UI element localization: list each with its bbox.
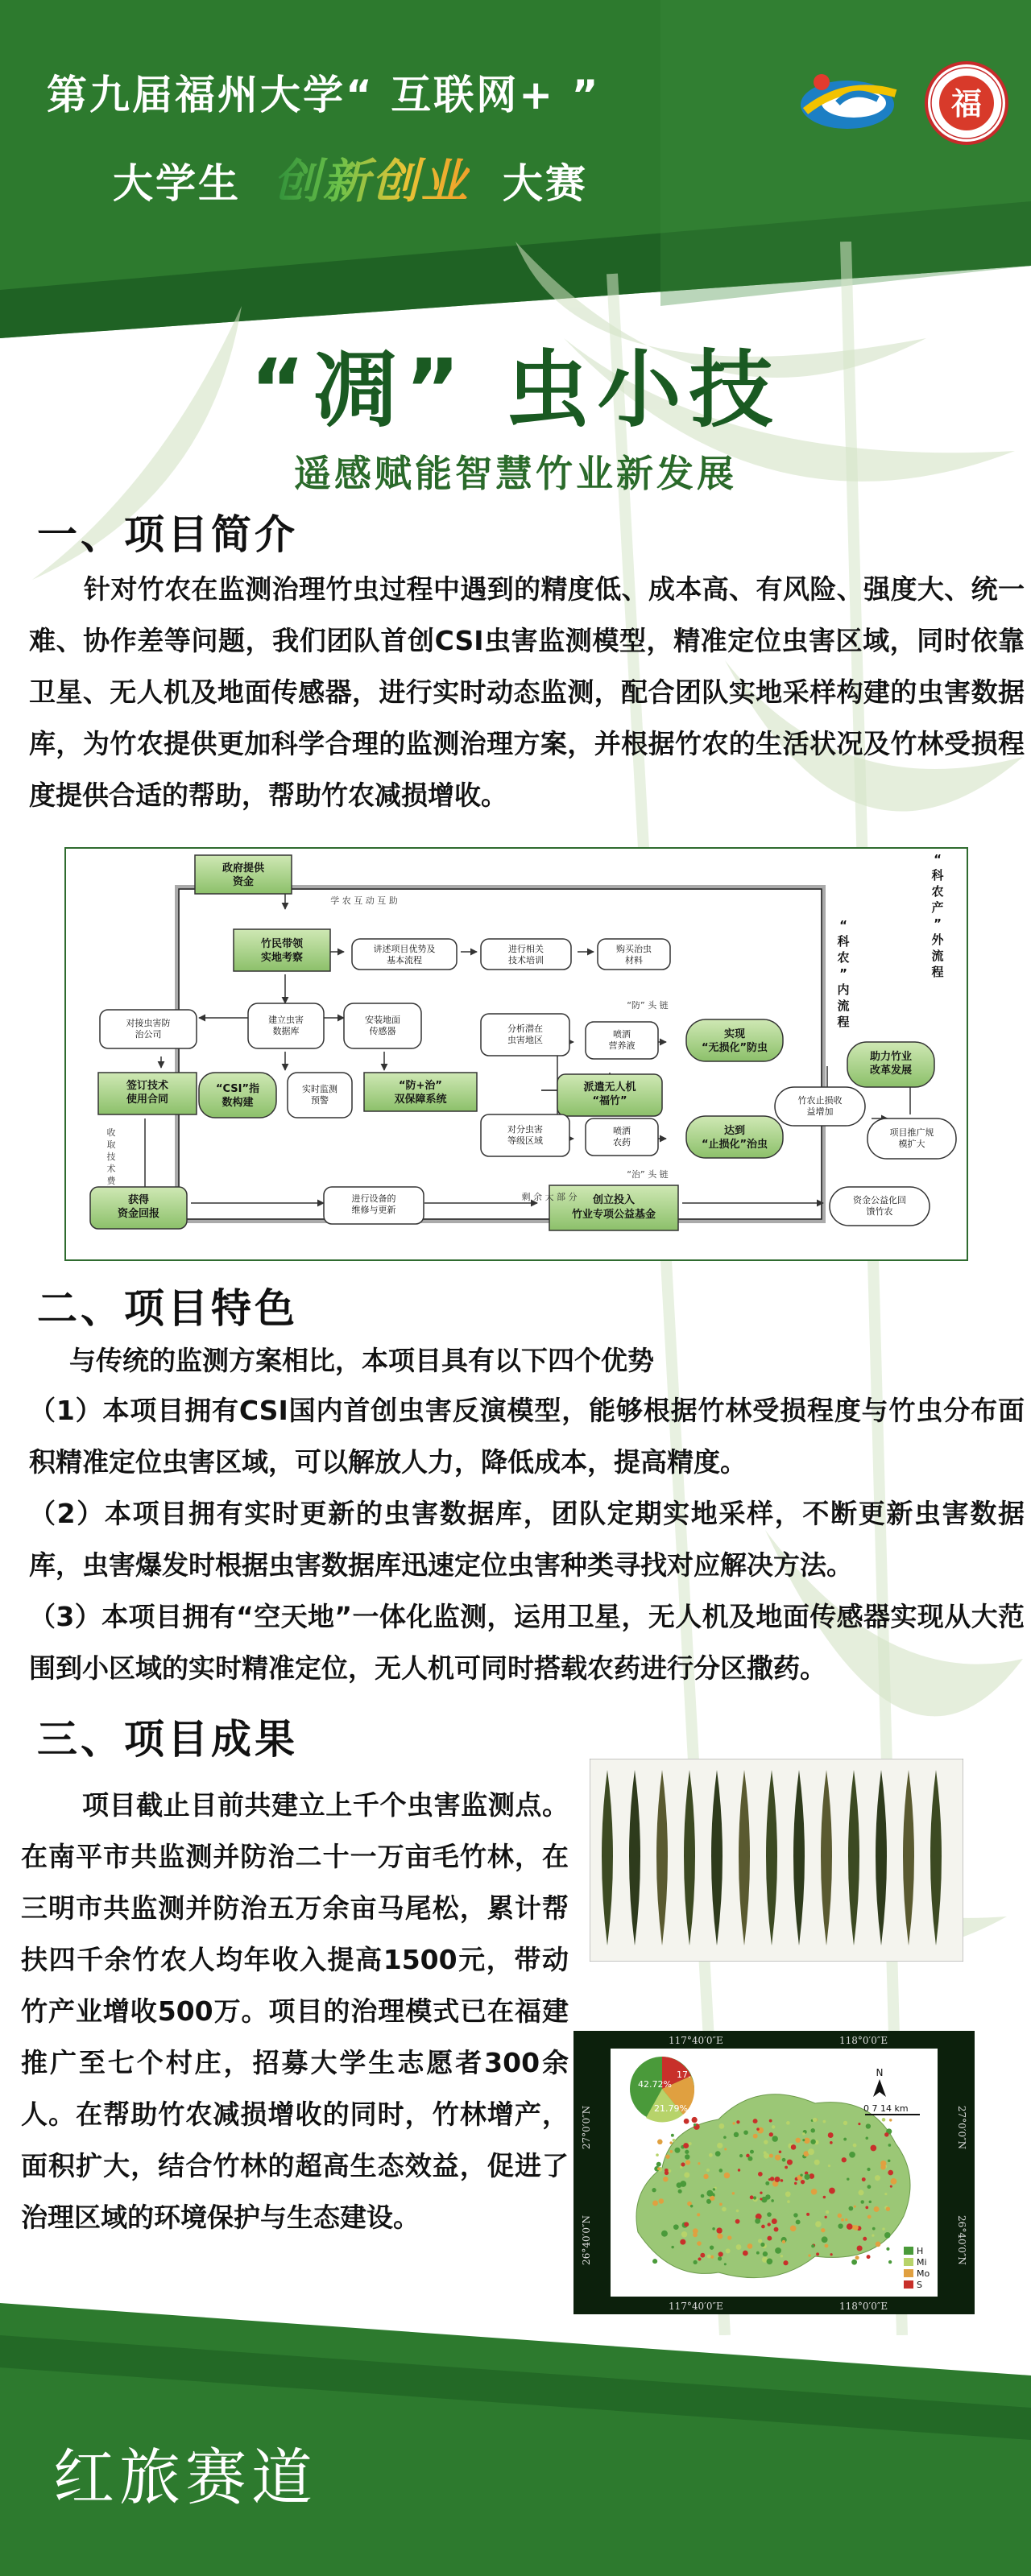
map-pixel xyxy=(717,2143,723,2148)
map-pixel xyxy=(753,2196,756,2199)
map-pixel xyxy=(659,2198,665,2204)
fc-public: 资金公益化回馈竹农 xyxy=(853,1195,906,1217)
map-pixel xyxy=(734,2132,739,2137)
map-pixel xyxy=(791,2144,797,2150)
fc-bamboo-farmer: 竹民带领实地考察 xyxy=(260,938,304,964)
competition-title-line1: 第九届福州大学“ 互联网+ ” xyxy=(47,72,601,118)
map-pixel xyxy=(828,2132,834,2138)
map-pixel xyxy=(688,2142,691,2145)
fc-gov: 政府提供资金 xyxy=(222,862,265,888)
section1-heading: 一、项目简介 xyxy=(37,511,298,558)
fc-divide: 对分虫害等级区域 xyxy=(507,1124,543,1146)
map-pixel xyxy=(889,2119,892,2121)
map-pixel xyxy=(697,2213,700,2216)
map-pixel xyxy=(673,2139,676,2142)
map-pixel xyxy=(804,2174,809,2180)
legend-swatch xyxy=(904,2269,913,2277)
map-pixel xyxy=(888,2170,893,2176)
map-pixel xyxy=(694,2260,698,2264)
map-pixel xyxy=(681,2162,685,2166)
map-pixel xyxy=(865,2136,868,2140)
map-pixel xyxy=(774,2177,780,2182)
map-pixel xyxy=(724,2148,727,2150)
map-pixel xyxy=(761,2225,765,2229)
fc-drone: 派遣无人机“福竹” xyxy=(583,1081,636,1107)
map-pixel xyxy=(847,2177,849,2180)
map-pixel xyxy=(806,2213,809,2216)
map-pixel xyxy=(698,2257,701,2260)
map-pixel xyxy=(677,2182,682,2188)
map-pixel xyxy=(782,2240,785,2243)
map-pixel xyxy=(738,2169,740,2171)
map-pixel xyxy=(719,2169,723,2173)
map-pixel xyxy=(709,2153,713,2157)
legend-label: Mo xyxy=(917,2268,930,2279)
map-pixel xyxy=(767,2236,772,2241)
project-flowchart xyxy=(64,847,968,1261)
map-pixel xyxy=(706,2169,710,2172)
map-pixel xyxy=(800,2173,802,2176)
map-pixel xyxy=(796,2219,801,2224)
map-pixel xyxy=(697,2241,702,2246)
map-pixel xyxy=(774,2227,779,2232)
map-pixel xyxy=(770,2177,774,2181)
legend-label: Mi xyxy=(917,2257,927,2268)
map-pixel xyxy=(884,2193,887,2195)
monitoring-map xyxy=(573,2031,975,2314)
map-pixel xyxy=(810,2140,815,2144)
map-pixel xyxy=(674,2148,680,2153)
map-pixel xyxy=(845,2218,847,2221)
fc-db: 建立虫害数据库 xyxy=(268,1015,304,1036)
map-pixel xyxy=(771,2199,774,2202)
map-pixel xyxy=(808,2254,810,2256)
section2-heading: 二、项目特色 xyxy=(37,1285,298,1332)
map-scale: 0 7 14 km xyxy=(863,2103,909,2114)
map-pixel xyxy=(684,2119,689,2124)
map-pixel xyxy=(888,2144,892,2147)
map-pixel xyxy=(652,2188,656,2192)
map-pixel xyxy=(665,2169,669,2173)
map-pixel xyxy=(867,2185,871,2189)
map-pixel xyxy=(875,2175,880,2181)
map-pixel xyxy=(828,2165,830,2167)
fc-zhi-chain: “治” 头 链 xyxy=(627,1169,669,1180)
map-pixel xyxy=(717,2233,723,2239)
map-pixel xyxy=(716,2227,722,2233)
map-pixel xyxy=(723,2136,727,2139)
map-pixel xyxy=(851,2260,857,2265)
fc-get-fund: 获得资金回报 xyxy=(117,1194,160,1220)
map-pixel xyxy=(815,2221,822,2227)
map-pixel xyxy=(743,2130,748,2135)
fc-harmless: 实现“无损化”防虫 xyxy=(701,1028,768,1054)
project-title: “凋” 虫小技 xyxy=(250,341,781,439)
map-pixel xyxy=(842,2157,847,2162)
map-pixel xyxy=(713,2188,715,2190)
map-pixel xyxy=(882,2118,886,2122)
fc-training: 进行相关技术培训 xyxy=(508,944,544,965)
map-pixel xyxy=(891,2178,897,2185)
map-pixel xyxy=(857,2245,863,2251)
map-pixel xyxy=(700,2253,705,2258)
map-pixel xyxy=(811,2244,814,2247)
map-pixel xyxy=(884,2232,891,2239)
fc-system: “防+治”双保障系统 xyxy=(394,1080,447,1106)
svg-text:福: 福 xyxy=(950,85,983,122)
map-pixel xyxy=(772,2125,775,2128)
map-pixel xyxy=(694,2123,696,2126)
map-pixel xyxy=(768,2222,771,2226)
map-pixel xyxy=(671,2134,674,2137)
map-pixel xyxy=(843,2138,847,2141)
feature-item-1: （1）本项目拥有CSI国内首创虫害反演模型，能够根据竹林受损程度与竹虫分布面积精准定位虫害区域，可以解放人力，降低成本，提高精度。 xyxy=(29,1395,1025,1478)
map-pixel xyxy=(657,2140,663,2145)
map-pixel xyxy=(665,2154,669,2158)
map-pixel xyxy=(780,2255,783,2257)
map-pixel xyxy=(838,2223,843,2228)
map-pixel xyxy=(765,2194,770,2199)
map-pixel xyxy=(727,2235,731,2239)
map-pixel xyxy=(876,2242,881,2247)
map-pixel xyxy=(701,2194,705,2198)
map-pixel xyxy=(718,2251,723,2256)
map-pixel xyxy=(849,2152,855,2158)
map-pixel xyxy=(712,2227,715,2231)
map-pixel xyxy=(684,2173,689,2178)
map-pixel xyxy=(811,2189,818,2195)
feature-item-3: （3）本项目拥有“空天地”一体化监测，运用卫星，无人机及地面传感器实现从大范围到小区域的实时精准定位，无人机可同时搭载农药进行分区撒药。 xyxy=(29,1601,1025,1684)
map-lon-bottom-left: 117°40′0″E xyxy=(669,2301,723,2312)
map-pixel xyxy=(656,2162,661,2167)
line2-right: 大赛 xyxy=(502,160,588,207)
pie-label-1: 42.72% xyxy=(638,2079,672,2090)
map-pixel xyxy=(684,2222,689,2227)
map-pixel xyxy=(756,2127,760,2131)
map-pixel xyxy=(890,2185,892,2188)
map-pixel xyxy=(858,2189,863,2195)
map-pixel xyxy=(710,2256,714,2259)
map-pixel xyxy=(719,2203,723,2206)
map-pixel xyxy=(685,2154,689,2159)
fc-inner-title: 学 农 互 动 互 助 xyxy=(330,895,398,906)
map-lon-top-left: 117°40′0″E xyxy=(669,2035,723,2046)
fc-promote: 项目推广规模扩大 xyxy=(889,1127,934,1149)
map-pixel xyxy=(866,2123,871,2128)
map-pixel xyxy=(888,2160,891,2163)
map-pixel xyxy=(869,2201,872,2203)
map-lon-bottom-right: 118°0′0″E xyxy=(839,2301,888,2312)
map-pixel xyxy=(838,2214,842,2218)
map-pixel xyxy=(780,2179,784,2182)
map-pixel xyxy=(673,2224,679,2230)
map-pixel xyxy=(683,2143,689,2148)
map-pixel xyxy=(886,2206,890,2210)
fc-maintain: 进行设备的维修与更新 xyxy=(351,1193,396,1215)
map-pixel xyxy=(775,2155,780,2160)
map-pixel xyxy=(886,2247,889,2251)
feature-item-2: （2）本项目拥有实时更新的虫害数据库，团队定期实地采样，不断更新虫害数据库，虫害爆发时根据虫害数据库迅速定位虫害种类寻找对应解决方法。 xyxy=(29,1498,1025,1581)
map-pixel xyxy=(785,2166,788,2169)
fc-sensor: 安装地面传感器 xyxy=(365,1015,400,1036)
map-pixel xyxy=(814,2160,820,2165)
map-pixel xyxy=(758,2172,763,2177)
map-pixel xyxy=(760,2191,762,2194)
map-pixel xyxy=(669,2150,673,2153)
map-pixel xyxy=(782,2158,786,2162)
map-pixel xyxy=(786,2121,790,2125)
map-pixel xyxy=(753,2134,758,2139)
competition-title-line2 xyxy=(113,143,588,211)
legend-swatch xyxy=(904,2280,913,2289)
fc-outer-flow: “科农产”外流程 xyxy=(931,852,944,979)
map-pixel xyxy=(698,2162,700,2165)
map-pixel xyxy=(656,2153,659,2156)
fc-help: 助力竹业改革发展 xyxy=(869,1051,913,1077)
fc-realtime: 实时监测预警 xyxy=(302,1084,337,1106)
map-pixel xyxy=(706,2190,713,2197)
map-pixel xyxy=(829,2188,835,2194)
fc-stop: 达到“止损化”治虫 xyxy=(701,1125,768,1151)
fc-spray-nutri: 喷洒营养液 xyxy=(608,1029,636,1051)
map-pixel xyxy=(775,2247,781,2254)
map-pixel xyxy=(733,2122,735,2124)
pie-label-2: 17.69% xyxy=(677,2069,710,2080)
flowchart-svg xyxy=(66,849,967,1259)
map-pixel xyxy=(825,2244,829,2248)
map-pixel xyxy=(763,2251,768,2256)
map-pixel xyxy=(872,2227,876,2231)
map-pixel xyxy=(769,2119,772,2123)
map-pixel xyxy=(735,2219,740,2224)
map-pixel xyxy=(732,2192,735,2194)
map-pixel xyxy=(853,2225,858,2230)
fc-inner-flow: “科农”内流程 xyxy=(837,918,850,1029)
innovation-slogan: 创新创业 xyxy=(273,154,470,209)
map-pixel xyxy=(760,2243,764,2247)
map-pixel xyxy=(715,2151,721,2156)
map-pixel xyxy=(821,2228,825,2232)
map-pixel xyxy=(802,2132,805,2135)
legend-swatch xyxy=(904,2258,913,2266)
map-pixel xyxy=(681,2231,687,2237)
internet-plus-logo xyxy=(797,63,902,135)
map-pixel xyxy=(787,2200,790,2203)
map-pixel xyxy=(830,2253,833,2256)
map-pixel xyxy=(808,2148,814,2155)
map-pixel xyxy=(718,2256,722,2260)
map-pixel xyxy=(802,2139,805,2141)
fc-buy: 购买治虫材料 xyxy=(616,944,652,965)
map-pixel xyxy=(736,2244,742,2250)
map-pixel xyxy=(663,2177,668,2181)
map-pixel xyxy=(848,2206,853,2211)
map-pixel xyxy=(853,2144,857,2148)
map-pixel xyxy=(825,2216,827,2218)
map-pixel xyxy=(718,2123,724,2129)
fuzhou-university-seal-logo xyxy=(925,61,1008,145)
map-lat-top: 27°0′0″N xyxy=(581,2105,592,2150)
pie-label-3: 21.79% xyxy=(654,2103,688,2114)
map-pixel xyxy=(863,2237,867,2241)
fc-loss-stop: 竹农止损收益增加 xyxy=(797,1095,843,1117)
project-subtitle: 遥感赋能智慧竹业新发展 xyxy=(294,452,737,495)
map-pixel xyxy=(671,2246,673,2248)
section2-intro: 与传统的监测方案相比，本项目具有以下四个优势 xyxy=(69,1345,654,1376)
map-pixel xyxy=(841,2218,844,2222)
track-title: 红旅赛道 xyxy=(53,2442,317,2513)
map-pixel xyxy=(758,2239,762,2243)
map-pixel xyxy=(826,2210,829,2214)
map-pixel xyxy=(790,2226,797,2232)
map-pixel xyxy=(872,2234,874,2236)
map-pixel xyxy=(678,2189,682,2194)
fc-found: 创立投入竹业专项公益基金 xyxy=(571,1194,656,1221)
fc-surplus: 剩 余 大 部 分 xyxy=(521,1192,578,1202)
map-lon-top-right: 118°0′0″E xyxy=(839,2035,888,2046)
map-pixel xyxy=(764,2151,767,2154)
map-pixel xyxy=(710,2245,714,2249)
legend-label: S xyxy=(917,2280,922,2290)
legend-label: H xyxy=(917,2246,924,2256)
map-pixel xyxy=(693,2228,698,2234)
north-label: N xyxy=(876,2067,884,2078)
fc-csi: “CSI”指数构建 xyxy=(215,1083,260,1109)
map-pixel xyxy=(722,2207,727,2212)
map-pixel xyxy=(685,2150,689,2154)
map-pixel xyxy=(747,2243,753,2249)
map-pixel xyxy=(739,2154,743,2157)
map-pixel xyxy=(765,2181,769,2185)
map-pixel xyxy=(764,2140,768,2144)
map-pixel xyxy=(870,2145,876,2152)
map-pixel xyxy=(793,2213,797,2217)
line2-left: 大学生 xyxy=(113,160,241,207)
map-pixel xyxy=(755,2218,760,2224)
map-pixel xyxy=(750,2195,754,2199)
legend-swatch xyxy=(904,2247,913,2255)
map-pixel xyxy=(707,2255,711,2259)
map-pixel xyxy=(813,2118,817,2122)
map-pixel xyxy=(769,2132,773,2136)
map-pixel xyxy=(855,2256,859,2260)
map-pixel xyxy=(874,2206,880,2212)
map-pixel xyxy=(787,2160,793,2165)
map-pixel xyxy=(888,2260,892,2264)
map-pixel xyxy=(736,2120,739,2123)
map-pixel xyxy=(865,2206,868,2210)
map-pixel xyxy=(657,2167,660,2170)
fc-explain: 讲述项目优势及基本流程 xyxy=(373,944,436,965)
map-pixel xyxy=(767,2212,772,2217)
map-pixel xyxy=(847,2223,853,2230)
map-pixel xyxy=(843,2121,847,2125)
map-pixel xyxy=(652,2201,658,2206)
map-pixel xyxy=(767,2258,773,2264)
map-pixel xyxy=(823,2120,826,2123)
map-pixel xyxy=(794,2182,797,2185)
map-pixel xyxy=(652,2259,657,2264)
fc-fee: 收取技术费 xyxy=(106,1127,116,1186)
section1-text: 针对竹农在监测治理竹虫过程中遇到的精度低、成本高、有风险、强度大、统一难、协作差等问题，我们团队首创CSI虫害监测模型，精准定位虫害区域，同时依靠卫星、无人机及地面传感器，进行实时动态监测，配合团队实地采样构建的虫害数据库，为竹农提供更加科学合理的监测治理方案，并根据竹农的生活状况及竹林受损程度提供合适的帮助，帮助竹农减损增收。 xyxy=(29,573,1025,811)
map-pixel xyxy=(661,2231,668,2237)
map-pixel xyxy=(862,2177,866,2181)
fc-fang-chain: “防” 头 链 xyxy=(627,1000,669,1011)
map-pixel xyxy=(772,2218,777,2224)
map-pixel xyxy=(669,2141,672,2144)
map-pixel xyxy=(685,2160,690,2165)
fc-spray-pesticide: 喷洒农药 xyxy=(613,1126,631,1147)
bamboo-leaves-photo xyxy=(590,1759,963,1962)
map-pixel xyxy=(858,2123,860,2125)
map-pixel xyxy=(703,2174,708,2179)
map-pixel xyxy=(743,2251,748,2256)
map-pixel xyxy=(680,2239,685,2245)
map-pixel xyxy=(801,2180,805,2184)
map-pixel xyxy=(779,2150,782,2153)
map-pixel xyxy=(795,2138,800,2143)
map-pixel xyxy=(690,2205,694,2208)
fc-contact: 对接虫害防治公司 xyxy=(126,1018,171,1040)
section3-text: 项目截止目前共建立上千个虫害监测点。在南平市共监测并防治二十一万亩毛竹林，在三明市共监测并防治五万余亩马尾松，累计帮扶四千余竹农人均年收入提高1500元，带动竹产业增收500万。项目的治理模式已在福建推广至七个村庄，招募大学生志愿者300余人。在帮助竹农减损增收的同时，竹林增产，面积扩大，结合竹林的超高生态效益，促进了治理区域的环境保护与生态建设。 xyxy=(21,1789,569,2233)
map-pixel xyxy=(692,2117,698,2123)
fc-sign: 签订技术使用合同 xyxy=(126,1080,169,1106)
map-pixel xyxy=(724,2173,731,2179)
map-pixel xyxy=(822,2236,828,2243)
map-lat-bottom: 26°40′0″N xyxy=(581,2215,592,2265)
map-pixel xyxy=(772,2136,777,2141)
map-pixel xyxy=(785,2191,791,2197)
map-lat-bottom-right: 26°40′0″N xyxy=(956,2215,967,2265)
map-pixel xyxy=(750,2150,754,2154)
map-pixel xyxy=(816,2252,819,2256)
map-pixel xyxy=(867,2168,870,2171)
map-pixel xyxy=(724,2263,727,2265)
map-lat-top-right: 27°0′0″N xyxy=(956,2105,967,2150)
map-pixel xyxy=(756,2251,760,2255)
map-pixel xyxy=(860,2200,863,2203)
map-pixel xyxy=(747,2156,752,2161)
map-pixel xyxy=(867,2255,871,2259)
map-pixel xyxy=(830,2141,833,2144)
section3-heading: 三、项目成果 xyxy=(37,1716,298,1763)
map-pixel xyxy=(753,2119,758,2123)
map-pixel xyxy=(880,2165,886,2170)
map-pixel xyxy=(736,2210,739,2212)
map-pixel xyxy=(783,2260,788,2265)
map-pixel xyxy=(823,2196,826,2198)
map-pixel xyxy=(760,2198,762,2200)
map-pixel xyxy=(810,2128,814,2132)
map-pixel xyxy=(867,2215,872,2219)
map-pixel xyxy=(882,2227,884,2230)
map-pixel xyxy=(726,2248,731,2253)
map-pixel xyxy=(769,2154,773,2158)
map-pixel xyxy=(884,2132,888,2136)
fc-analyze: 分析潜在虫害地区 xyxy=(507,1023,543,1045)
map-pixel xyxy=(854,2206,856,2208)
